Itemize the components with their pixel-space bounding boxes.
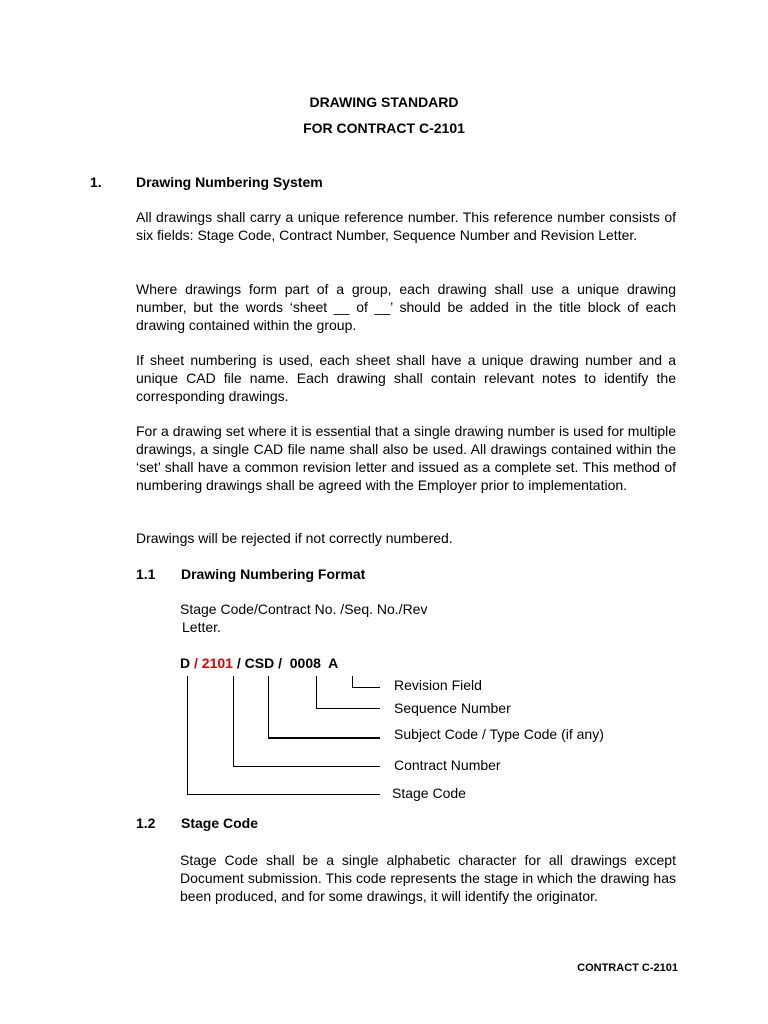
stage-code-label: Stage Code	[392, 785, 466, 801]
connector-line	[268, 737, 380, 739]
subsection-title: Drawing Numbering Format	[181, 566, 366, 582]
separator: /	[190, 655, 202, 671]
connector-line	[187, 794, 380, 795]
connector-line	[233, 676, 234, 767]
subject-code-label: Subject Code / Type Code (if any)	[394, 726, 604, 742]
connector-line	[352, 687, 380, 688]
sequence-number-label: Sequence Number	[394, 700, 511, 716]
format-description-cont: Letter.	[182, 619, 221, 635]
revision-value: A	[328, 655, 339, 671]
paragraph: All drawings shall carry a unique reference number. This reference number consists of six fields: Stage Code, Contract Number, Sequence Number and Revision Letter.	[136, 209, 676, 243]
contract-number-label: Contract Number	[394, 757, 501, 773]
document-title-line2: FOR CONTRACT C-2101	[303, 120, 465, 136]
connector-line	[316, 676, 317, 709]
connector-line	[268, 676, 269, 739]
subsection-number: 1.1	[136, 566, 156, 582]
separator: /	[274, 655, 290, 671]
subsection-title: Stage Code	[181, 815, 259, 831]
paragraph: Drawings will be rejected if not correctly numbered.	[136, 530, 453, 546]
subsection-number: 1.2	[136, 815, 156, 831]
paragraph: If sheet numbering is used, each sheet shall have a unique drawing number and a unique CAD file name. Each drawing shall contain relevant notes to identify the corresponding drawings.	[136, 352, 676, 404]
stage-code-value: D	[180, 655, 191, 671]
separator: /	[232, 655, 245, 671]
document-title-line1: DRAWING STANDARD	[309, 94, 459, 110]
subject-code-value: CSD	[244, 655, 275, 671]
revision-field-label: Revision Field	[394, 677, 482, 693]
connector-line	[316, 708, 380, 709]
paragraph: Where drawings form part of a group, each drawing shall use a unique drawing number, but the words ‘sheet __ of __’ should be added in the title block of each drawing contained within the group.	[136, 281, 676, 333]
paragraph: Stage Code shall be a single alphabetic character for all drawings except Document submission. This code represents the stage in which the drawing has been produced, and for some drawings, it will identify the originator.	[180, 852, 676, 904]
connector-line	[187, 676, 188, 795]
drawing-number-example	[180, 655, 338, 671]
connector-line	[233, 766, 380, 767]
section-number: 1.	[90, 174, 102, 190]
page-footer: CONTRACT C-2101	[577, 962, 678, 974]
sequence-number-value: 0008	[289, 655, 321, 671]
format-description: Stage Code/Contract No. /Seq. No./Rev	[180, 601, 428, 617]
section-title: Drawing Numbering System	[136, 174, 323, 190]
paragraph: For a drawing set where it is essential that a single drawing number is used for multiple drawings, a single CAD file name shall also be used. All drawings contained within the ‘set’ shall have a common revision letter and issued as a complete set. This method of numbering drawings shall be agreed with the Employer prior to implementation.	[136, 423, 676, 493]
contract-number-value: 2101	[201, 655, 233, 671]
